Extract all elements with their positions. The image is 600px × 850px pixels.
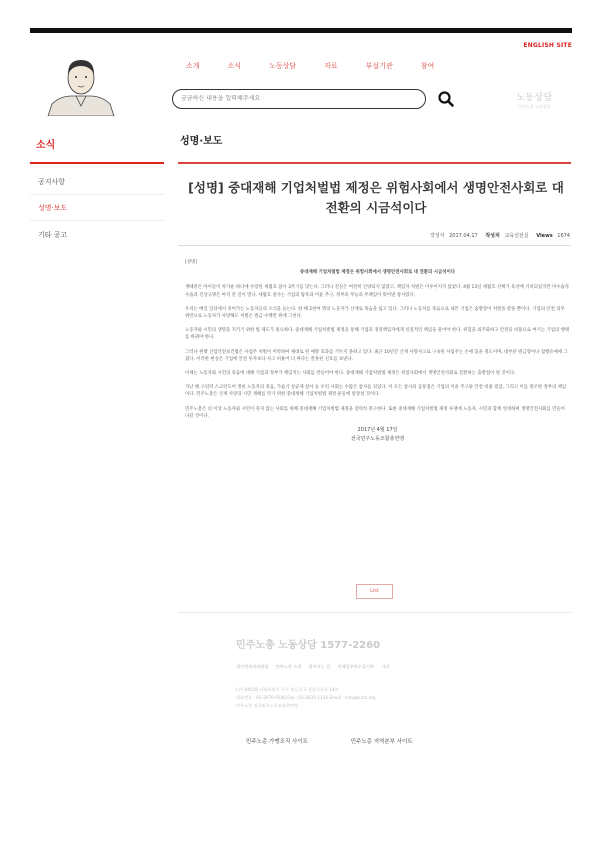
article-paragraph: 민주노총은 더 이상 노동자와 시민이 죽지 않는 사회를 위해 중대재해 기업처벌법 제정을 강력히 촉구한다. 또한 중대재해 기업처벌법 제정 투쟁에 노동자, 시민과 함께 연대하며 생명안전사회를 만들어 나갈 것이다.	[185, 406, 565, 419]
author-label: 작성자	[430, 233, 445, 239]
article-body	[185, 259, 570, 443]
views-count: 1674	[557, 233, 570, 239]
site-logo[interactable]	[40, 54, 122, 116]
article-paragraph: 이제는 노동자와 시민의 죽음에 대해 기업과 정부가 책임지는 사회를 만들어야 한다. 중대재해 기업처벌법 제정은 위험사회에서 생명안전사회로 전환하는 출발점이 될 것이다.	[185, 371, 516, 377]
page-title: 성명·보도	[180, 136, 223, 147]
article-sign-org: 전국민주노동조합총연맹	[350, 436, 405, 443]
footer-link[interactable]: 민주노총 소개	[275, 664, 302, 669]
article-title: [성명] 중대재해 기업처벌법 제정은 위험사회에서 생명안전사회로 대 전환의 시금석이다	[188, 180, 564, 215]
footer-copyright: 민주노총 전국민주노동조합총연맹	[236, 703, 299, 708]
article-sign-date: 2017년 4월 17일	[357, 427, 398, 434]
search-input[interactable]	[181, 95, 411, 102]
footer-address: (우) 04518 서울특별시 중구 정동길 3 경향신문사 14층	[236, 687, 339, 692]
page-title-divider	[178, 162, 571, 164]
nav-item-counsel[interactable]: 노동상담	[269, 62, 297, 70]
sidebar-title: 소식	[36, 140, 56, 151]
article-paragraph: 생때같은 아이들이 차가운 바다에 수장된 세월호 참사 3주기를 맞는다. 그러나 진실은 여전히 인양되지 않았고, 책임자 처벌은 이루어지지 않았다. 4월 13일 세월호 선체가 육상에 거치되었지만 미수습자 수습과 진상규명은 아직 갈 길이 멀다. 세월호 참사는 기업의 탐욕과 이윤 추구, 정부의 무능과 무책임이 빚어낸 참사였다.	[185, 285, 569, 298]
article-paragraph: 그러나 현행 산업안전보건법은 사업주 처벌이 미약하여 제대로 된 예방 효과를 거두지 못하고 있다. 최근 10년간 산재 사망사고로 구속된 사업주는 손에 꼽을 정도이며, 대부분 벌금형이나 집행유예에 그쳤다. 이러한 현실은 기업에 안전 투자보다 사고 비용이 더 싸다는 잘못된 신호를 보낸다.	[185, 349, 568, 362]
sidebar-divider	[30, 194, 164, 195]
top-bar	[30, 28, 572, 33]
article-subtitle: 중대재해 기업처벌법 제정은 위험사회에서 생명안전사회로 대 전환의 시금석이다	[300, 270, 455, 276]
search-box	[172, 89, 426, 109]
footer-link[interactable]: 이메일무단수집거부	[337, 664, 374, 669]
footer-sites	[246, 737, 454, 745]
footer-link[interactable]: 기타	[381, 664, 390, 669]
article-meta	[430, 232, 570, 239]
writer-value: 교육선전실	[504, 233, 529, 239]
footer-link[interactable]: 개인정보처리방침	[236, 664, 269, 669]
nav-item-archive[interactable]: 자료	[324, 62, 338, 70]
nav-item-affiliates[interactable]: 부설기관	[365, 62, 393, 70]
footer-phone: 대표번호 : 02-2670-9100 Fax : 02-2635-1134 Email : kctu@kctu.org	[236, 695, 376, 700]
footer-hotline: 민주노총 노동상담 1577-2260	[236, 640, 381, 651]
english-site-link[interactable]: ENGLISH SITE	[523, 42, 572, 49]
hotline-badge[interactable]	[516, 90, 553, 110]
list-button[interactable]: List	[356, 584, 393, 599]
nav-item-participate[interactable]: 참여	[420, 62, 435, 70]
sidebar-item-other-notices[interactable]: 기타 공고	[38, 231, 68, 239]
affiliate-sites-link[interactable]: 민주노총 가맹조직 사이트	[246, 739, 308, 745]
regional-sites-link[interactable]: 민주노총 지역본부 사이트	[350, 739, 413, 745]
sidebar-title-divider	[30, 162, 164, 164]
article-date: 2017.04.17	[449, 233, 478, 239]
sidebar-divider	[30, 220, 164, 221]
main-nav	[186, 61, 462, 71]
nav-item-intro[interactable]: 소개	[186, 62, 200, 70]
views-label: Views	[536, 233, 553, 239]
article-paragraph: 우리는 매일 일터에서 죽어가는 노동자들의 소식을 듣는다. 한 해 2천여 명의 노동자가 산재로 목숨을 잃고 있다. 그러나 노동자를 죽음으로 내몬 기업은 솜방망이 처벌을 받을 뿐이다. 기업의 안전 의무 위반으로 노동자가 사망해도 처벌은 벌금 수백만 원에 그친다.	[185, 306, 565, 320]
search-icon[interactable]	[437, 90, 455, 108]
footer-link[interactable]: 찾아오는 길	[308, 664, 331, 669]
meta-divider	[178, 245, 571, 246]
footer-links	[236, 664, 395, 670]
article-tag: [성명]	[185, 260, 197, 265]
writer-label: 작성처	[485, 233, 500, 239]
sidebar-item-notices[interactable]: 공지사항	[38, 178, 66, 186]
sidebar-item-statements[interactable]: 성명·보도	[38, 204, 68, 212]
article-paragraph: 노동자와 시민의 생명을 지키기 위한 법 제도가 필요하다. 중대재해 기업처벌법 제정을 통해 기업과 경영책임자에게 실질적인 책임을 물어야 한다. 위험을 외주화하고 안전을 비용으로 여기는 기업의 행태를 바꿔야 한다.	[185, 328, 570, 341]
hotline-title: 노동상담	[516, 93, 553, 103]
hotline-subtitle: 민주노총 노동상담	[518, 104, 551, 109]
portrait-illustration	[40, 54, 122, 116]
footer-divider	[178, 612, 571, 613]
article-paragraph: 지난 해 구의역 스크린도어 정비 노동자의 죽음, 가습기 살균제 참사 등 우리 사회는 수많은 참사를 겪었다. 이 모든 참사의 공통점은 기업의 이윤 추구와 안전 비용 절감, 그리고 이를 방조한 정부의 책임이다. 민주노총은 산재 사망과 시민 재해를 막기 위한 중대재해 기업처벌법 제정 운동에 앞장설 것이다.	[185, 385, 567, 398]
nav-item-news[interactable]: 소식	[227, 62, 242, 70]
footer-info	[236, 686, 376, 710]
